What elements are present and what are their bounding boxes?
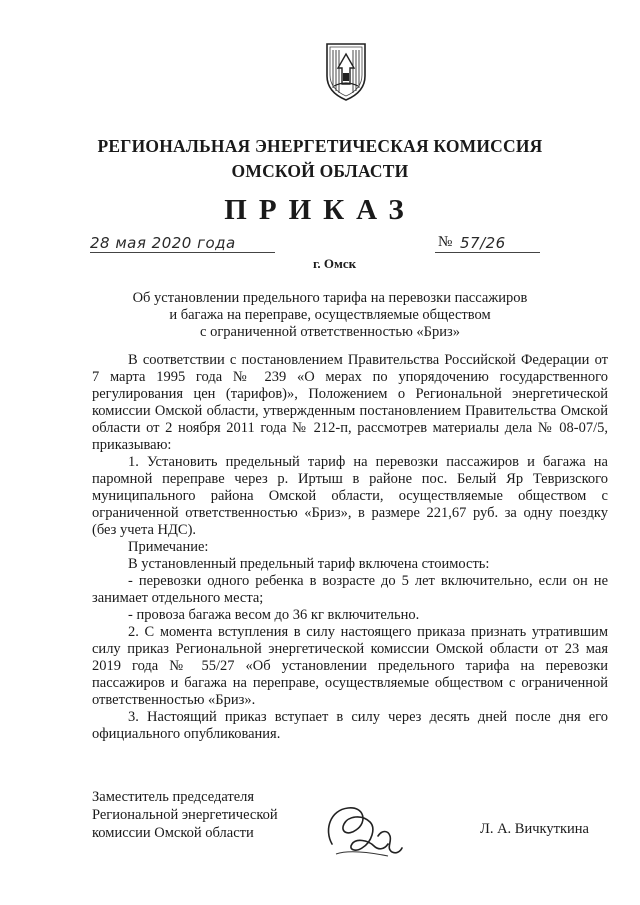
subject-line: Об установлении предельного тарифа на перевозки пассажиров — [132, 290, 528, 306]
note-label: Примечание: — [128, 539, 209, 555]
document-subject — [100, 290, 560, 341]
signatory-position — [92, 788, 278, 842]
document-number: 57/26 — [460, 234, 506, 252]
position-line: Региональной энергетической — [92, 807, 278, 823]
organization-name-line1: РЕГИОНАЛЬНАЯ ЭНЕРГЕТИЧЕСКАЯ КОМИССИЯ — [97, 136, 543, 156]
preamble-paragraph: В соответствии с постановлением Правительства Российской Федерации от 7 марта 1995 года № 239 «О мерах по упорядочению государственного регулирования цен (тарифов)», Положением о Региональной энергетической комиссии Омской области, утвержденным постановлением Правительства Омской области от 2 ноября 2011 года № 212-п, рассмотрев материалы дела № 08-07/5, приказываю: — [92, 352, 608, 453]
date-underline — [90, 252, 275, 253]
document-title: ПРИКАЗ — [224, 194, 416, 226]
city: г. Омск — [313, 256, 357, 271]
document-date: 28 мая 2020 года — [90, 234, 236, 252]
position-line: комиссии Омской области — [92, 825, 254, 841]
number-label: № — [438, 234, 453, 250]
organization-name-line2: ОМСКОЙ ОБЛАСТИ — [231, 161, 409, 181]
omsk-coat-of-arms-icon — [321, 40, 371, 102]
signatory-name: Л. А. Вичкуткина — [480, 821, 589, 837]
subject-line: с ограниченной ответственностью «Бриз» — [200, 324, 460, 340]
note-text: В установленный предельный тариф включена стоимость: — [128, 556, 490, 572]
note-item-1: - перевозки одного ребенка в возрасте до 5 лет включительно, если он не занимает отдельного места; — [92, 573, 608, 606]
handwritten-signature — [318, 800, 408, 862]
note-item-2: - провоза багажа весом до 36 кг включительно. — [128, 607, 420, 623]
item-1-paragraph: 1. Установить предельный тариф на перевозки пассажиров и багажа на паромной переправе через р. Иртыш в районе пос. Белый Яр Тевризского муниципального района Омской области, осуществляемые обществом с ограниченной ответственностью «Бриз», в размере 221,67 руб. за одну поездку (без учета НДС). — [92, 454, 608, 538]
position-line: Заместитель председателя — [92, 789, 255, 805]
item-2-paragraph: 2. С момента вступления в силу настоящего приказа признать утратившим силу приказ Региональной энергетической комиссии Омской области от 23 мая 2019 года № 55/27 «Об установлении предельного тарифа на перевозки пассажиров и багажа на переправе, осуществляемые обществом с ограниченной ответственностью «Бриз». — [92, 624, 608, 708]
number-underline — [435, 252, 540, 253]
subject-line: и багажа на переправе, осуществляемые обществом — [169, 307, 491, 323]
document-body — [92, 352, 608, 743]
item-3-paragraph: 3. Настоящий приказ вступает в силу через десять дней после дня его официального опубликования. — [92, 709, 608, 742]
